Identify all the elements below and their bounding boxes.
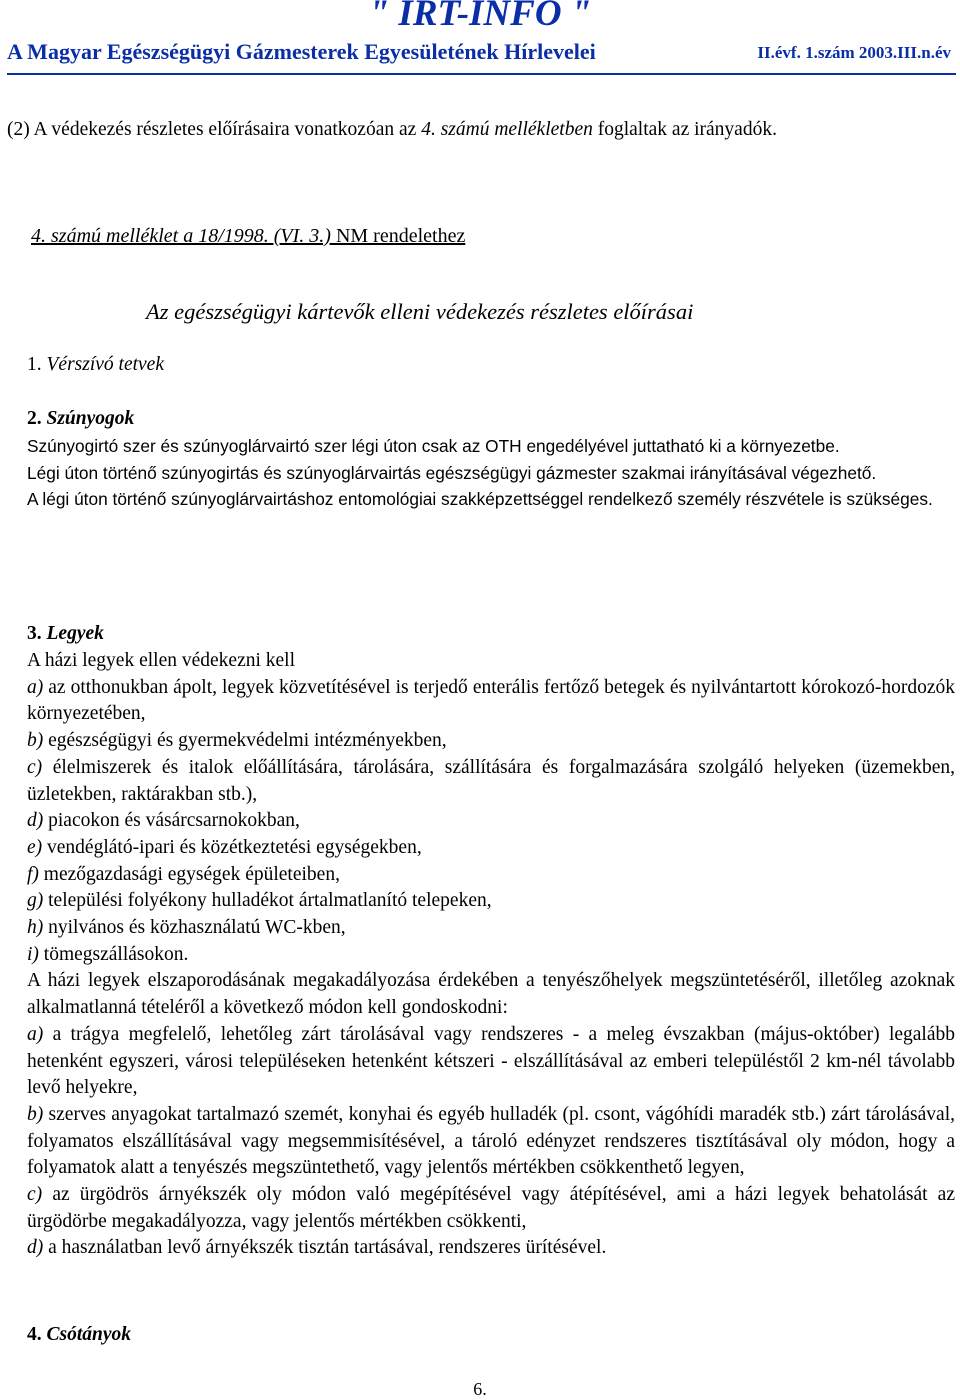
section-1-title: Vérszívó tetvek [46,354,164,375]
newsletter-title: " IRT-INFO " [368,0,592,34]
list-item-text: tömegszállásokon. [38,943,189,965]
list-item [7,755,955,808]
intro-prefix: (2) A védekezés részletes előírásaira vonatkozóan az [7,119,422,140]
list-item-letter: c) [27,756,43,778]
list-item-letter: g) [27,890,44,912]
list-item [7,728,955,755]
section-2-title: Szúnyogok [46,408,135,429]
list-item-letter: h) [27,917,44,939]
list-item [7,942,955,969]
list-item-letter: d) [27,810,44,832]
list-item [7,808,955,835]
measure-letter: b) [27,1103,44,1125]
annex-heading-normal: NM rendelethez [330,225,466,247]
section-1-number: 1. [27,354,47,375]
measure-item [7,1235,955,1262]
section-3-heading [27,621,104,648]
measure-item [7,1182,955,1235]
section-4-title: Csótányok [46,1324,132,1345]
list-item-text: piacokon és vásárcsarnokokban, [43,810,300,832]
organization-name: A Magyar Egészségügyi Gázmesterek Egyesületének Hírlevelei [7,39,596,64]
page-number: 6. [473,1379,487,1399]
section-2-heading [27,406,134,433]
annex-heading-italic: 4. számú melléklet a 18/1998. (VI. 3.) [31,225,331,247]
measure-letter: c) [27,1184,43,1206]
list-item-letter: i) [27,943,39,965]
intro-annex-reference: 4. számú mellékletben [421,119,593,140]
list-item [7,675,955,728]
section-3-second-intro: A házi legyek elszaporodásának megakadályozása érdekében a tenyészőhelyek megszüntetéséről, illetőleg azoknak alkalmatlanná tételéről a következő módon kell gondoskodni: [27,970,955,1019]
section-3-intro: A házi legyek ellen védekezni kell [27,650,296,671]
section-4-heading [27,1322,131,1349]
list-item [7,915,955,942]
measure-text: az ürgödrös árnyékszék oly módon való megépítésével vagy átépítésével, ami a házi legyek behatolását az ürgödörbe megakadályozza, vagy jelentős mértékben csökkenti, [27,1184,955,1232]
section-3-number: 3. [27,623,47,644]
list-item-text: nyilvános és közhasználatú WC-kben, [43,917,346,939]
list-item [7,862,955,889]
section-1-heading [27,352,164,379]
measure-letter: d) [27,1237,44,1259]
measure-text: a használatban levő árnyékszék tisztán tartásával, rendszeres ürítésével. [43,1237,607,1259]
list-item-text: élelmiszerek és italok előállítására, tárolására, szállítására és forgalmazására szolgáló helyeken (üzemekben, üzletekben, raktárakban stb.), [27,756,955,805]
annex-heading [31,222,465,250]
section-3-body [7,648,955,1262]
list-item-text: az otthonukban ápolt, legyek közvetítésével is terjedő enterális fertőző betegek és nyilvántartott kórokozó-hordozók környezetében, [27,676,955,725]
section-2-paragraph: Szúnyogirtó szer és szúnyoglárvairtó szer légi úton csak az OTH engedélyével juttatható ki a környezetbe. [27,436,840,456]
list-item-letter: b) [27,730,44,752]
list-item-letter: e) [27,836,43,858]
list-item-letter: f) [27,863,39,885]
list-item-text: vendéglátó-ipari és közétkeztetési egységekben, [42,836,422,858]
section-4-number: 4. [27,1324,47,1345]
measure-text: a trágya megfelelő, lehetőleg zárt tárolásával vagy rendszeres - a meleg évszakban (május-október) legalább hetenként egyszeri, városi településeken hetenként kétszeri - elszállításával az emberi településtől 2 km-nél távolabb levő helyekre, [27,1023,955,1099]
list-item [7,835,955,862]
header-rule [7,73,956,75]
measure-text: szerves anyagokat tartalmazó szemét, konyhai és egyéb hulladék (pl. csont, vágóhídi maradék stb.) zárt tárolásával, folyamatos elszállításával vagy megsemmisítésével, a tároló edényzet rendszeres tisztításával oly módon, hogy a folyamatok alatt a tenyészés megszüntethető, vagy jelentős mértékben csökkenthető legyen, [27,1103,955,1179]
list-item [7,888,955,915]
issue-info: II.évf. 1.szám 2003.III.n.év [757,43,951,62]
measure-item [7,1102,955,1182]
measure-item [7,1022,955,1102]
list-item-text: települési folyékony hulladékot ártalmatlanító telepeken, [43,890,492,912]
list-item-letter: a) [27,676,44,698]
section-2-body [7,433,955,513]
measure-letter: a) [27,1023,44,1045]
main-title: Az egészségügyi kártevők elleni védekezés részletes előírásai [146,299,694,324]
intro-paragraph [7,117,955,144]
section-2-paragraph: A légi úton történő szúnyoglárvairtáshoz entomológiai szakképzettséggel rendelkező személy részvétele is szükséges. [27,489,933,510]
intro-suffix: foglaltak az irányadók. [592,119,777,140]
section-2-paragraph: Légi úton történő szúnyogirtás és szúnyoglárvairtás egészségügyi gázmester szakmai irányításával végezhető. [27,462,877,483]
list-item-text: mezőgazdasági egységek épületeiben, [38,863,340,885]
section-2-number: 2. [27,408,47,429]
list-item-text: egészségügyi és gyermekvédelmi intézményekben, [43,730,447,752]
section-3-title: Legyek [46,623,104,644]
